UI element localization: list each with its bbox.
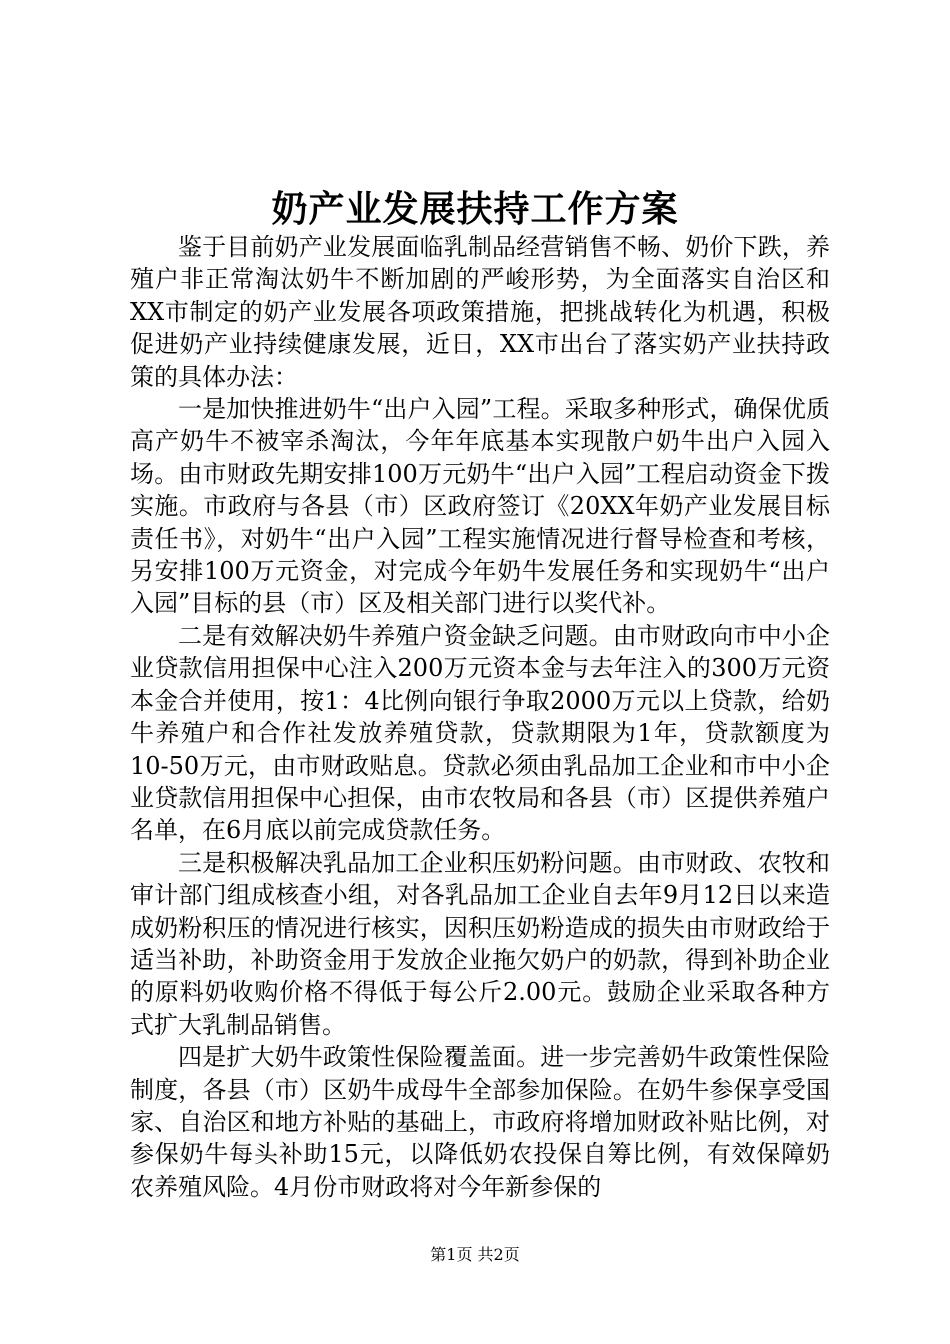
paragraph-measure-2: 二是有效解决奶牛养殖户资金缺乏问题。由市财政向市中小企业贷款信用担保中心注入200万元资本金与去年注入的300万元资本金合并使用，按1：4比例向银行争取2000万元以上贷款，给奶牛养殖户和合作社发放养殖贷款，贷款期限为1年，贷款额度为10-50万元，由市财政贴息。贷款必须由乳品加工企业和市中小企业贷款信用担保中心担保，由市农牧局和各县（市）区提供养殖户名单，在6月底以前完成贷款任务。 [130,621,830,845]
paragraph-measure-4: 四是扩大奶牛政策性保险覆盖面。进一步完善奶牛政策性保险制度，各县（市）区奶牛成母牛全部参加保险。在奶牛参保享受国家、自治区和地方补贴的基础上，市政府将增加财政补贴比例，对参保奶牛每头补助15元，以降低奶农投保自筹比例，有效保障奶农养殖风险。4月份市财政将对今年新参保的 [130,1043,830,1201]
paragraph-measure-1: 一是加快推进奶牛“出户入园”工程。采取多种形式，确保优质高产奶牛不被宰杀淘汰，今年年底基本实现散户奶牛出户入园入场。由市财政先期安排100万元奶牛“出户入园”工程启动资金下拨实施。市政府与各县（市）区政府签订《20XX年奶产业发展目标责任书》，对奶牛“出户入园”工程实施情况进行督导检查和考核，另安排100万元资金，对完成今年奶牛发展任务和实现奶牛“出户入园”目标的县（市）区及相关部门进行以奖代补。 [130,395,830,618]
paragraph-intro: 鉴于目前奶产业发展面临乳制品经营销售不畅、奶价下跌，养殖户非正常淘汰奶牛不断加剧的严峻形势，为全面落实自治区和XX市制定的奶产业发展各项政策措施，把挑战转化为机遇，积极促进奶产业持续健康发展，近日，XX市出台了落实奶产业扶持政策的具体办法： [130,233,830,391]
document-body [130,231,830,1203]
page-footer: 第1页 共2页 [430,1245,520,1264]
document-title: 奶产业发展扶持工作方案 [271,188,679,230]
paragraph-measure-3: 三是积极解决乳品加工企业积压奶粉问题。由市财政、农牧和审计部门组成核查小组，对各乳品加工企业自去年9月12日以来造成奶粉积压的情况进行核实，因积压奶粉造成的损失由市财政给于适当补助，补助资金用于发放企业拖欠奶户的奶款，得到补助企业的原料奶收购价格不得低于每公斤2.00元。鼓励企业采取各种方式扩大乳制品销售。 [130,848,830,1039]
